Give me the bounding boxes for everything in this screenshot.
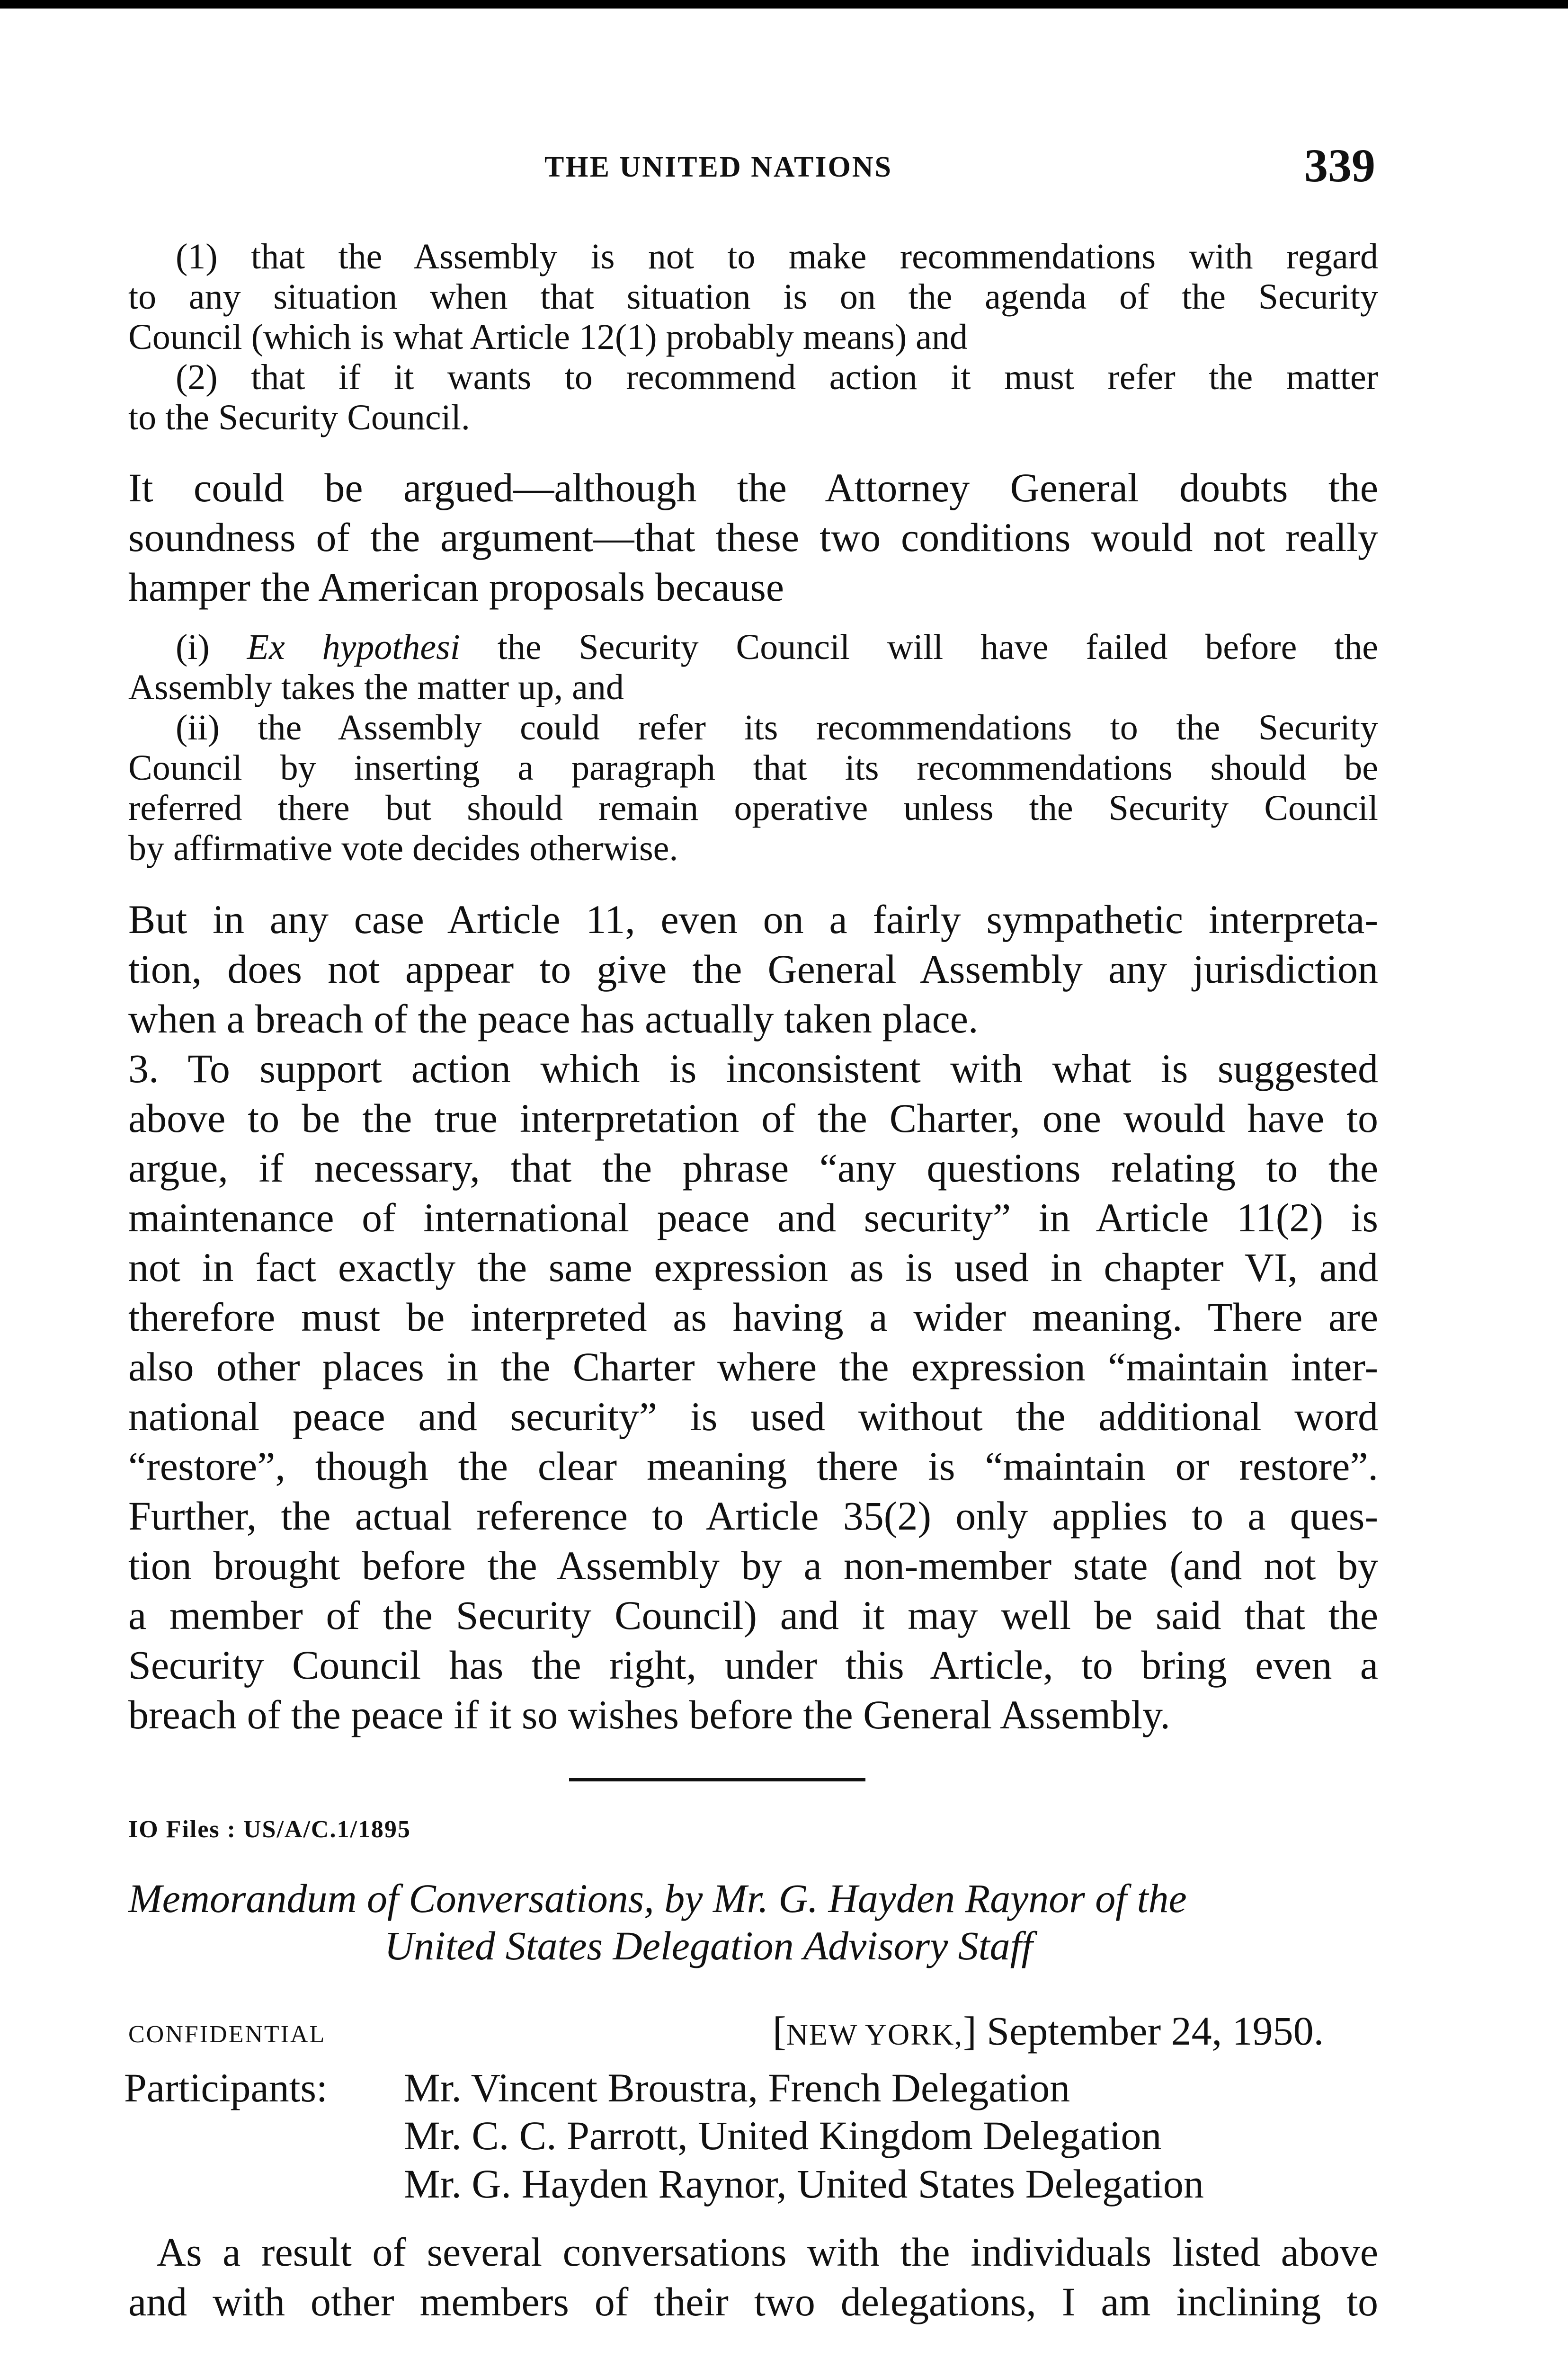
- text-line: by affirmative vote decides otherwise.: [128, 828, 678, 868]
- text-line: Security Council has the right, under this Article, to bring even a: [128, 1642, 1378, 1688]
- text-line: a member of the Security Council) and it may well be said that the: [128, 1593, 1378, 1638]
- text-line: when a breach of the peace has actually taken place.: [128, 996, 979, 1041]
- text-line: (ii) the Assembly could refer its recommendations to the Security: [176, 708, 1378, 747]
- file-reference: IO Files : US/A/C.1/1895: [128, 1816, 411, 1843]
- text-line: not in fact exactly the same expression as is used in chapter VI, and: [128, 1245, 1378, 1290]
- memo-title-line-1: Memorandum of Conversations, by Mr. G. Hayden Raynor of the: [128, 1876, 1187, 1921]
- paragraph: [128, 627, 1378, 869]
- paragraph: [128, 463, 1378, 612]
- classification: CONFIDENTIAL: [128, 2021, 326, 2048]
- participant: Mr. G. Hayden Raynor, United States Delegation: [404, 2161, 1204, 2207]
- text-line: referred there but should remain operative unless the Security Council: [128, 788, 1378, 828]
- text-line: (2) that if it wants to recommend action it must refer the matter: [176, 357, 1378, 397]
- section-divider: [569, 1778, 865, 1781]
- text-line: breach of the peace if it so wishes before the General Assembly.: [128, 1692, 1170, 1737]
- paragraph: [128, 237, 1378, 438]
- text-segment: the Security Council will have failed before the: [460, 627, 1378, 667]
- text-line: Council by inserting a paragraph that its recommendations should be: [128, 748, 1378, 788]
- italic-phrase: Ex hypothesi: [247, 627, 460, 667]
- text-segment: (i): [176, 627, 247, 667]
- text-line: tion brought before the Assembly by a non-member state (and not by: [128, 1543, 1378, 1588]
- running-title: THE UNITED NATIONS: [544, 151, 893, 183]
- page-number: 339: [1304, 139, 1375, 192]
- text-line: therefore must be interpreted as having a wider meaning. There are: [128, 1294, 1378, 1340]
- scan-top-border: [0, 0, 1568, 9]
- text-line: soundness of the argument—that these two conditions would not really: [128, 515, 1378, 560]
- text-line: [128, 627, 1378, 667]
- text-line: It could be argued—although the Attorney General doubts the: [128, 465, 1378, 510]
- text-line: and with other members of their two delegations, I am inclining to: [128, 2279, 1378, 2324]
- text-line: “restore”, though the clear meaning there is “maintain or restore”.: [128, 1443, 1378, 1489]
- dateline-open: [: [773, 2008, 786, 2054]
- text-line: to the Security Council.: [128, 398, 470, 437]
- text-line: also other places in the Charter where the expression “maintain inter-: [128, 1344, 1378, 1389]
- text-line: argue, if necessary, that the phrase “any questions relating to the: [128, 1145, 1378, 1191]
- text-line: national peace and security” is used without the additional word: [128, 1394, 1378, 1439]
- text-line: hamper the American proposals because: [128, 564, 784, 610]
- text-line: (1) that the Assembly is not to make recommendations with regard: [176, 237, 1378, 276]
- text-line: 3. To support action which is inconsistent with what is suggested: [128, 1046, 1378, 1091]
- text-line: to any situation when that situation is on the agenda of the Security: [128, 277, 1378, 317]
- participant: Mr. Vincent Broustra, French Delegation: [404, 2065, 1070, 2110]
- dateline-place: NEW YORK,: [786, 2018, 963, 2051]
- text-line: maintenance of international peace and security” in Article 11(2) is: [128, 1195, 1378, 1240]
- text-line: Assembly takes the matter up, and: [128, 667, 624, 707]
- paragraph: [128, 1044, 1378, 1740]
- text-line: Council (which is what Article 12(1) probably means) and: [128, 317, 968, 357]
- paragraph: [128, 895, 1378, 1044]
- text-line: Further, the actual reference to Article 35(2) only applies to a ques-: [128, 1493, 1378, 1539]
- memo-title-line-2: United States Delegation Advisory Staff: [384, 1923, 1033, 1968]
- text-line: As a result of several conversations with the individuals listed above: [157, 2229, 1378, 2275]
- text-line: tion, does not appear to give the General Assembly any jurisdiction: [128, 946, 1378, 992]
- text-line: But in any case Article 11, even on a fairly sympathetic interpreta-: [128, 897, 1378, 942]
- participant: Mr. C. C. Parrott, United Kingdom Delegation: [404, 2113, 1162, 2158]
- closing-paragraph: [128, 2227, 1378, 2327]
- text-line: above to be the true interpretation of the Charter, one would have to: [128, 1095, 1378, 1141]
- dateline-date: ] September 24, 1950.: [963, 2008, 1324, 2054]
- participants-label: Participants:: [124, 2065, 328, 2110]
- dateline: [773, 2007, 1324, 2055]
